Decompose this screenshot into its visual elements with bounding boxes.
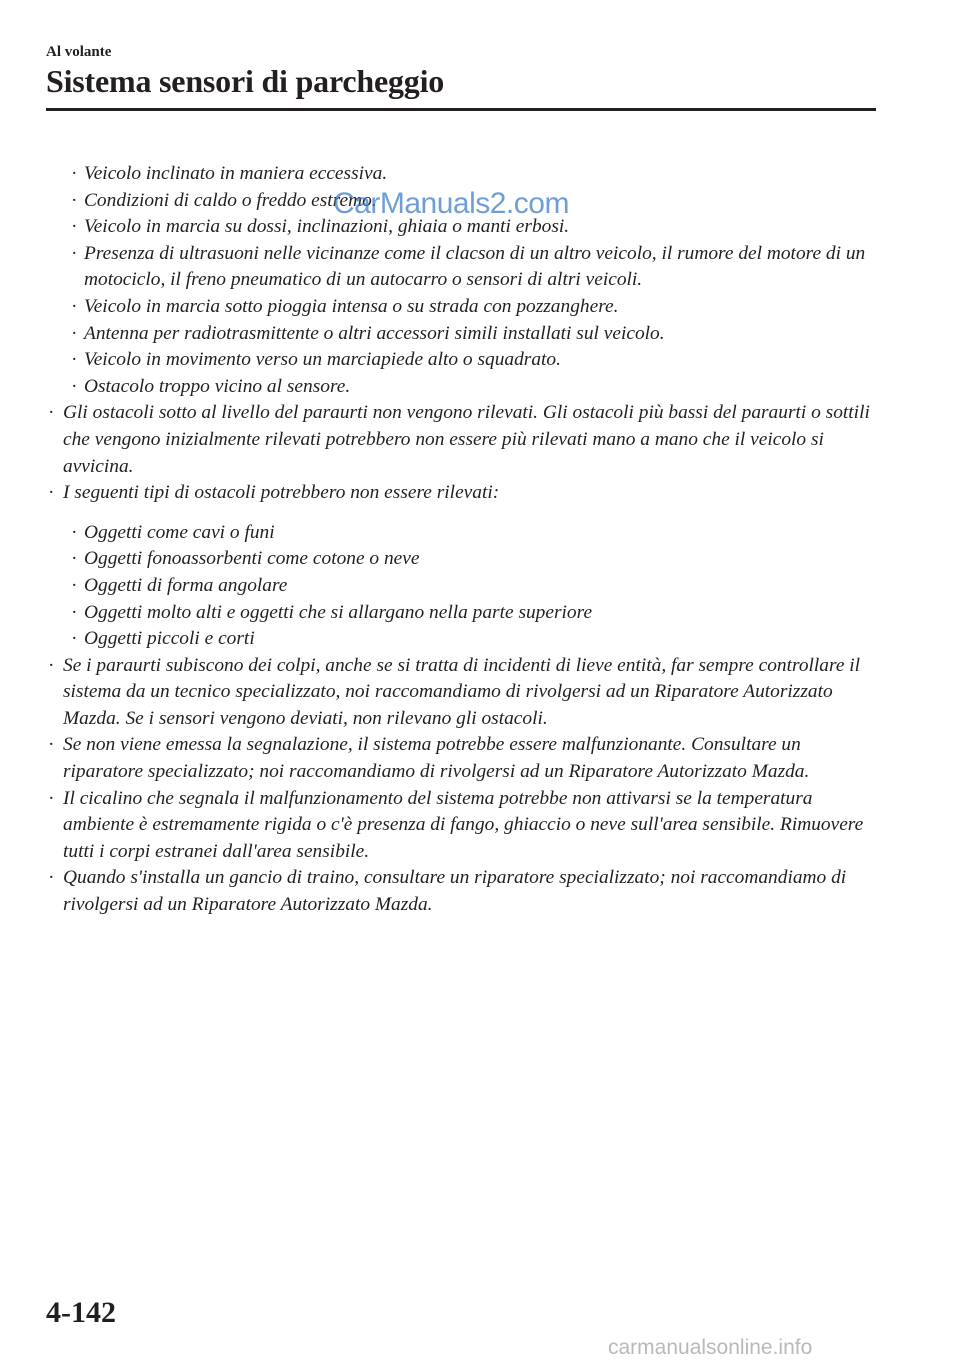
list-item: · Presenza di ultrasuoni nelle vicinanze come il clacson di un altro veicolo, il rumore del motore di un motociclo, il freno pneumatico di un autocarro o sensori di altri veicoli. <box>55 241 876 294</box>
list-item: · I seguenti tipi di ostacoli potrebbero non essere rilevati: <box>46 480 876 507</box>
notes-content <box>46 161 876 919</box>
list-item: · Ostacolo troppo vicino al sensore. <box>55 374 876 401</box>
list-item: · Condizioni di caldo o freddo estremo. <box>55 188 876 215</box>
list-item: · Oggetti piccoli e corti <box>55 626 876 653</box>
list-item: · Veicolo in movimento verso un marciapiede alto o squadrato. <box>55 347 876 374</box>
list-item: · Se non viene emessa la segnalazione, il sistema potrebbe essere malfunzionante. Consultare un riparatore specializzato; noi raccomandiamo di rivolgersi ad un Riparatore Autorizzato Mazda. <box>46 732 876 785</box>
footer-watermark: carmanualsonline.info <box>608 1336 813 1359</box>
list-item: · Il cicalino che segnala il malfunzionamento del sistema potrebbe non attivarsi se la temperatura ambiente è estremamente rigida o c'è presenza di fango, ghiaccio o neve sull'area sensibile. Rimuovere tutti i corpi estranei dall'area sensibile. <box>46 786 876 866</box>
list-item: · Gli ostacoli sotto al livello del paraurti non vengono rilevati. Gli ostacoli più bassi del paraurti o sottili che vengono inizialmente rilevati potrebbero non essere più rilevati mano a mano che il veicolo si avvicina. <box>46 400 876 480</box>
title-rule <box>46 108 876 111</box>
page-number: 4-142 <box>46 1296 116 1329</box>
list-item: · Antenna per radiotrasmittente o altri accessori simili installati sul veicolo. <box>55 321 876 348</box>
main-list-continued <box>46 653 876 919</box>
main-list <box>46 400 876 506</box>
list-item: · Oggetti fonoassorbenti come cotone o neve <box>55 546 876 573</box>
list-item: · Oggetti di forma angolare <box>55 573 876 600</box>
list-item: · Oggetti molto alti e oggetti che si allargano nella parte superiore <box>55 600 876 627</box>
sub-list-obstacles <box>55 520 876 653</box>
page-title: Sistema sensori di parcheggio <box>46 63 445 99</box>
section-label: Al volante <box>46 44 112 60</box>
list-item: · Se i paraurti subiscono dei colpi, anche se si tratta di incidenti di lieve entità, far sempre controllare il sistema da un tecnico specializzato, noi raccomandiamo di rivolgersi ad un Riparatore Autorizzato Mazda. Se i sensori vengono deviati, non rilevano gli ostacoli. <box>46 653 876 733</box>
list-item: · Veicolo in marcia su dossi, inclinazioni, ghiaia o manti erbosi. <box>55 214 876 241</box>
list-item: · Oggetti come cavi o funi <box>55 520 876 547</box>
list-item: · Veicolo in marcia sotto pioggia intensa o su strada con pozzanghere. <box>55 294 876 321</box>
watermark-logo: CarManuals2.com <box>333 187 569 220</box>
list-item: · Veicolo inclinato in maniera eccessiva. <box>55 161 876 188</box>
list-item: · Quando s'installa un gancio di traino, consultare un riparatore specializzato; noi raccomandiamo di rivolgersi ad un Riparatore Autorizzato Mazda. <box>46 865 876 918</box>
